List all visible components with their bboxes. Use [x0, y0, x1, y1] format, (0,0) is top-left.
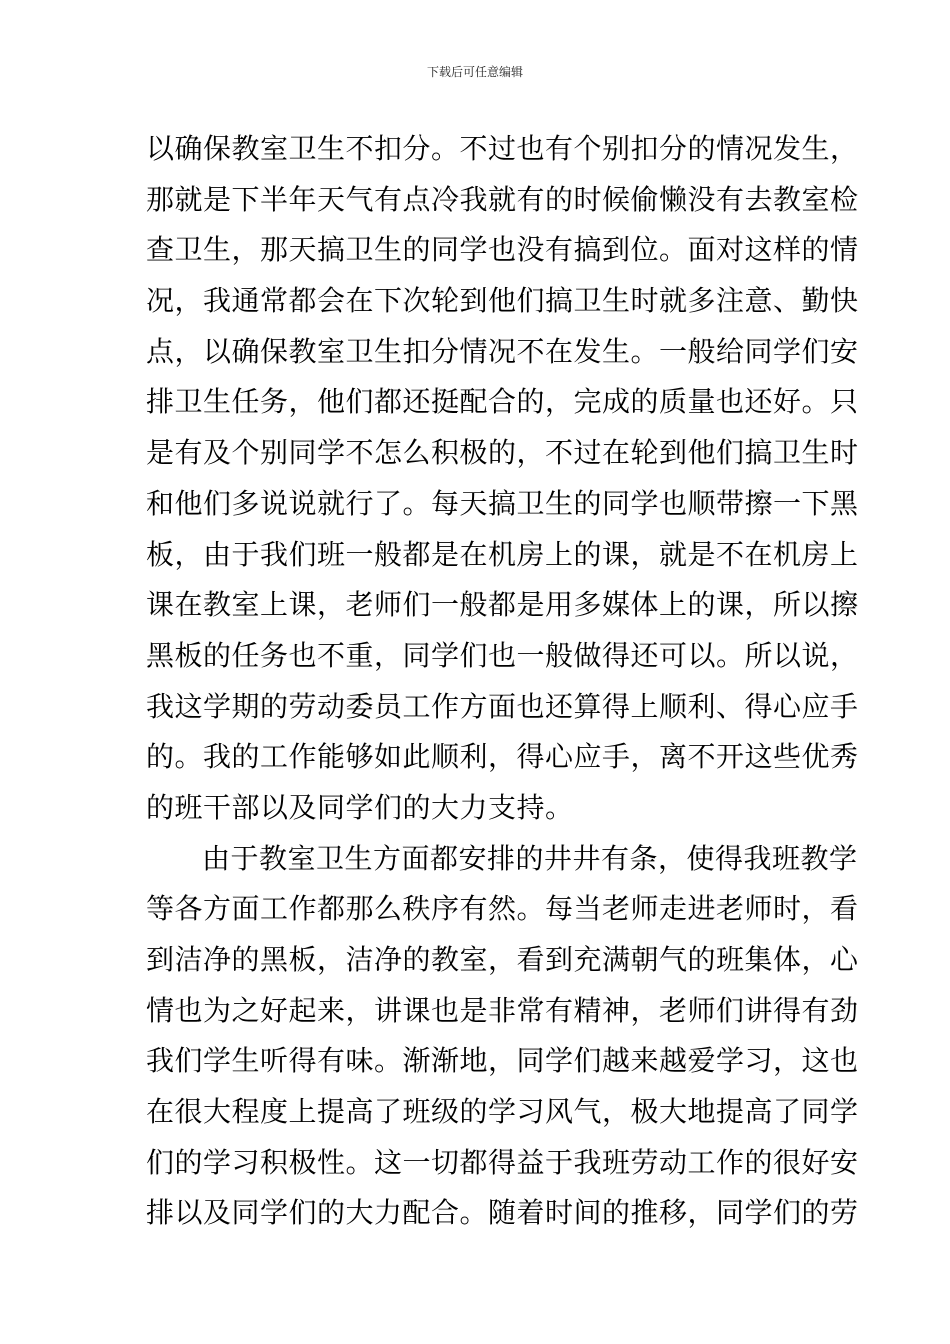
text-line: 们的学习积极性。这一切都得益于我班劳动工作的很好安	[146, 1145, 859, 1179]
text-line: 和他们多说说就行了。每天搞卫生的同学也顺带擦一下黑	[146, 486, 859, 520]
text-line: 的班干部以及同学们的大力支持。	[146, 790, 574, 824]
text-line: 况，我通常都会在下次轮到他们搞卫生时就多注意、勤快	[146, 284, 859, 318]
text-line: 板，由于我们班一般都是在机房上的课，就是不在机房上	[146, 537, 859, 571]
text-line: 我们学生听得有味。渐渐地，同学们越来越爱学习，这也	[146, 1044, 859, 1078]
text-line: 是有及个别同学不怎么积极的，不过在轮到他们搞卫生时	[146, 436, 859, 470]
text-line: 点，以确保教室卫生扣分情况不在发生。一般给同学们安	[146, 334, 859, 368]
text-line: 排以及同学们的大力配合。随着时间的推移，同学们的劳	[146, 1196, 859, 1230]
text-line: 在很大程度上提高了班级的学习风气，极大地提高了同学	[146, 1095, 859, 1129]
text-line: 等各方面工作都那么秩序有然。每当老师走进老师时，看	[146, 892, 859, 926]
text-line: 查卫生，那天搞卫生的同学也没有搞到位。面对这样的情	[146, 233, 859, 267]
paragraph-start-line: 由于教室卫生方面都安排的井井有条，使得我班教学	[202, 841, 858, 875]
text-line: 以确保教室卫生不扣分。不过也有个别扣分的情况发生，	[146, 132, 859, 165]
text-line: 情也为之好起来，讲课也是非常有精神，老师们讲得有劲	[146, 993, 859, 1027]
page-header: 下载后可任意编辑	[426, 65, 523, 79]
text-line: 课在教室上课，老师们一般都是用多媒体上的课，所以擦	[146, 588, 859, 622]
text-line: 我这学期的劳动委员工作方面也还算得上顺利、得心应手	[146, 689, 859, 723]
text-line: 那就是下半年天气有点冷我就有的时候偷懒没有去教室检	[146, 182, 859, 216]
document-body	[146, 124, 859, 1239]
text-line: 到洁净的黑板，洁净的教室，看到充满朝气的班集体，心	[146, 943, 859, 976]
text-line: 排卫生任务，他们都还挺配合的，完成的质量也还好。只	[146, 385, 859, 419]
text-line: 黑板的任务也不重，同学们也一般做得还可以。所以说，	[146, 638, 859, 672]
text-line: 的。我的工作能够如此顺利，得心应手，离不开这些优秀	[146, 740, 859, 774]
